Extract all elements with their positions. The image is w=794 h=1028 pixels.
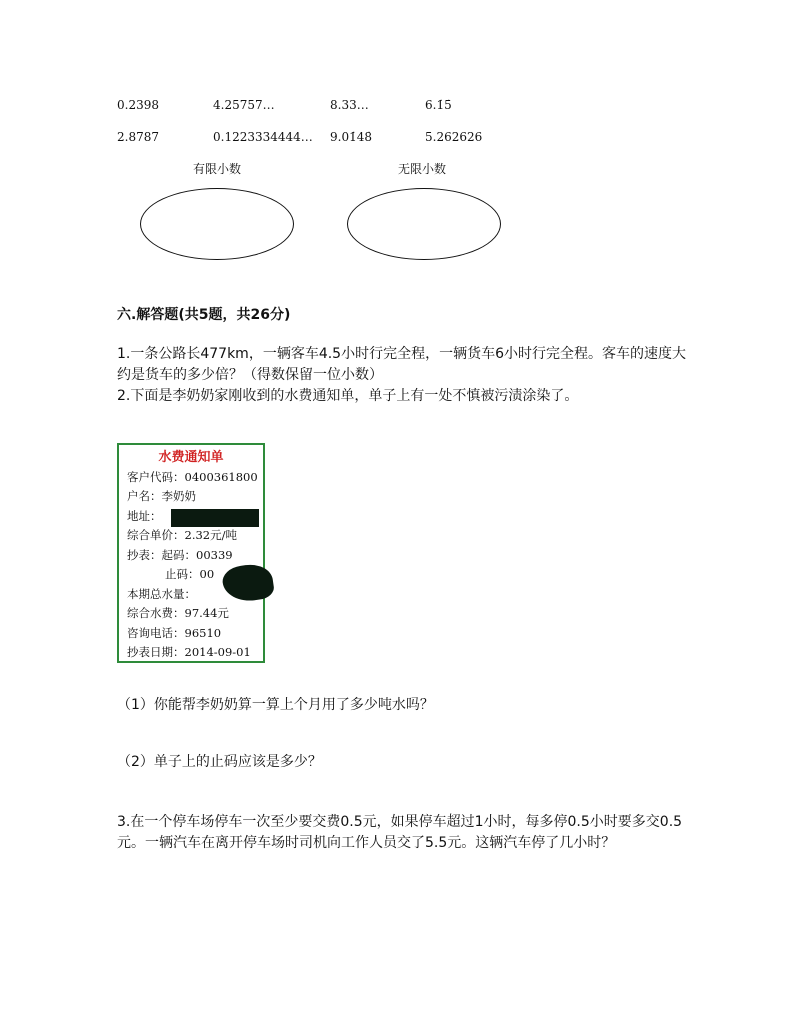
- bill-address: 地址：: [127, 508, 162, 523]
- section-title: 六.解答题(共5题，共26分): [117, 307, 291, 323]
- infinite-label: 无限小数: [398, 162, 447, 176]
- bill-title: 水费通知单: [158, 450, 224, 465]
- question-2: 2.下面是李奶奶家刚收到的水费通知单，单子上有一处不慎被污渍涂染了。: [117, 388, 579, 404]
- question-2-part-1: （1）你能帮李奶奶算一算上个月用了多少吨水吗？: [117, 697, 434, 713]
- bill-end-reading: 止码：00: [165, 567, 215, 581]
- bill-name: 户名：李奶奶: [127, 489, 196, 503]
- infinite-ellipse: [347, 188, 501, 260]
- number: 8.33…: [330, 98, 369, 112]
- bill-customer-code: 客户代码：0400361800: [127, 469, 258, 484]
- bill-start-reading: 抄表：起码：00339: [127, 547, 233, 562]
- bill-total: 本期总水量：: [127, 586, 196, 601]
- number: 9.01̇48̇: [330, 130, 372, 144]
- number: 0.1223334444…: [213, 130, 313, 144]
- number: 0.2398: [117, 98, 159, 112]
- number: 5.262626: [425, 130, 483, 144]
- number: 4.25757…: [213, 98, 275, 112]
- question-3: 3.在一个停车场停车一次至少要交费0.5元，如果停车超过1小时，每多停0.5小时要多交0.5元。一辆汽车在离开停车场时司机向工作人员交了5.5元。这辆汽车停了几小时？: [117, 814, 683, 851]
- bill-fee: 综合水费：97.44元: [127, 606, 229, 620]
- bill-phone: 咨询电话：96510: [127, 625, 222, 640]
- bill-unit-price: 综合单价：2.32元/吨: [127, 528, 237, 542]
- number: 2.8787: [117, 130, 159, 144]
- finite-ellipse: [140, 188, 294, 260]
- question-2-part-2: （2）单子上的止码应该是多少？: [117, 754, 322, 770]
- question-1: 1.一条公路长477km，一辆客车4.5小时行完全程，一辆货车6小时行完全程。客车的速度大约是货车的多少倍？（得数保留一位小数）: [117, 346, 686, 383]
- bill-date: 抄表日期：2014-09-01: [127, 645, 251, 659]
- number: 6.1̇5̇: [425, 98, 452, 112]
- water-bill-image: [117, 443, 265, 663]
- finite-label: 有限小数: [193, 162, 242, 176]
